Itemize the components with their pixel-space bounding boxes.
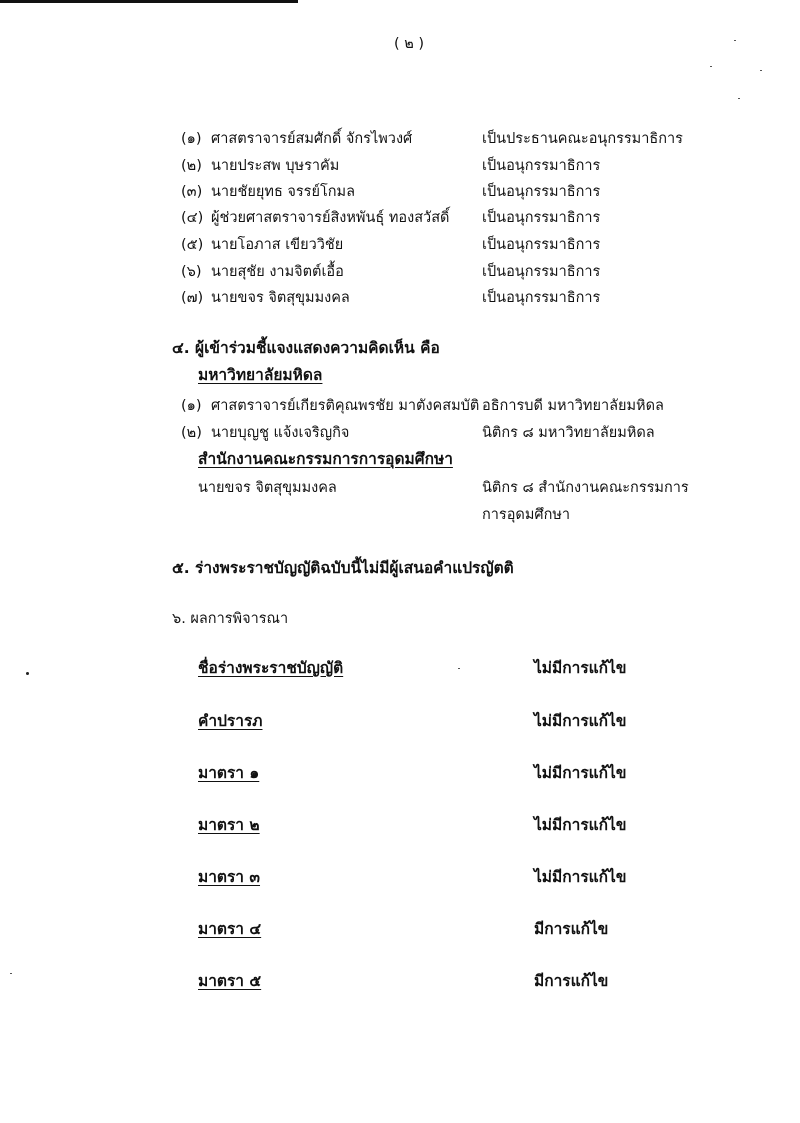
result-status: มีการแก้ไข: [534, 920, 609, 938]
section-6-heading: ๖. ผลการพิจารณา: [172, 611, 289, 627]
member-name: ผู้ช่วยศาสตราจารย์สิงหพันธุ์ ทองสวัสดิ์: [211, 210, 450, 226]
result-status: ไม่มีการแก้ไข: [534, 764, 627, 782]
member-name: นายชัยยุทธ จรรย์โกมล: [211, 184, 355, 200]
scan-speck: [26, 672, 29, 675]
result-item: มาตรา ๒: [198, 816, 260, 834]
member-role: เป็นประธานคณะอนุกรรมาธิการ: [482, 131, 683, 147]
member-name: ศาสตราจารย์สมศักดิ์ จักรไพวงศ์: [211, 131, 413, 147]
participant-number: (๒): [181, 425, 202, 441]
result-status: มีการแก้ไข: [534, 972, 609, 990]
org-heading-mahidol: มหาวิทยาลัยมหิดล: [198, 366, 323, 384]
member-name: นายประสพ บุษราคัม: [211, 158, 340, 174]
member-name: นายขจร จิตสุขุมมงคล: [211, 290, 350, 306]
section-4-heading: ๔. ผู้เข้าร่วมชี้แจงแสดงความคิดเห็น คือ: [172, 339, 440, 357]
member-number: (๗): [181, 290, 204, 306]
result-status: ไม่มีการแก้ไข: [534, 659, 627, 677]
member-number: (๔): [181, 210, 204, 226]
participant-role-continued: การอุดมศึกษา: [482, 507, 571, 523]
participant-role: นิติกร ๘ สำนักงานคณะกรรมการ: [482, 480, 689, 496]
result-status: ไม่มีการแก้ไข: [534, 868, 627, 886]
org-heading-ohec: สำนักงานคณะกรรมการการอุดมศึกษา: [198, 450, 453, 468]
member-role: เป็นอนุกรรมาธิการ: [482, 210, 601, 226]
top-border-line: [0, 0, 298, 3]
scan-speck: [734, 40, 736, 41]
page-number: ( ๒ ): [394, 36, 425, 52]
participant-role: อธิการบดี มหาวิทยาลัยมหิดล: [482, 398, 664, 414]
section-5-heading: ๕. ร่างพระราชบัญญัติฉบับนี้ไม่มีผู้เสนอคำแปรญัตติ: [172, 559, 514, 577]
member-role: เป็นอนุกรรมาธิการ: [482, 290, 601, 306]
participant-name: นายบุญชู แจ้งเจริญกิจ: [211, 425, 350, 441]
member-role: เป็นอนุกรรมาธิการ: [482, 158, 601, 174]
result-item: มาตรา ๑: [198, 764, 260, 782]
member-role: เป็นอนุกรรมาธิการ: [482, 264, 601, 280]
participant-role: นิติกร ๘ มหาวิทยาลัยมหิดล: [482, 425, 655, 441]
member-number: (๓): [181, 184, 203, 200]
scan-speck: [760, 70, 762, 71]
member-role: เป็นอนุกรรมาธิการ: [482, 184, 601, 200]
member-number: (๖): [181, 264, 202, 280]
result-item: มาตรา ๓: [198, 868, 261, 886]
scan-speck: [738, 98, 740, 99]
result-status: ไม่มีการแก้ไข: [534, 816, 627, 834]
result-item: ชื่อร่างพระราชบัญญัติ: [198, 659, 344, 677]
result-item: คำปรารภ: [198, 712, 263, 730]
member-number: (๒): [181, 158, 202, 174]
participant-number: (๑): [181, 398, 202, 414]
member-role: เป็นอนุกรรมาธิการ: [482, 237, 601, 253]
scan-speck: [458, 668, 460, 669]
result-item: มาตรา ๔: [198, 920, 262, 938]
member-number: (๕): [181, 237, 204, 253]
participant-name: ศาสตราจารย์เกียรติคุณพรชัย มาตังคสมบัติ: [211, 398, 480, 414]
participant-name: นายขจร จิตสุขุมมงคล: [198, 480, 337, 496]
scan-speck: [710, 66, 712, 67]
result-status: ไม่มีการแก้ไข: [534, 712, 627, 730]
result-item: มาตรา ๕: [198, 972, 262, 990]
member-name: นายสุชัย งามจิตต์เอื้อ: [211, 264, 344, 280]
member-number: (๑): [181, 131, 202, 147]
member-name: นายโอภาส เขียววิชัย: [211, 237, 344, 253]
scan-speck: [10, 973, 12, 974]
